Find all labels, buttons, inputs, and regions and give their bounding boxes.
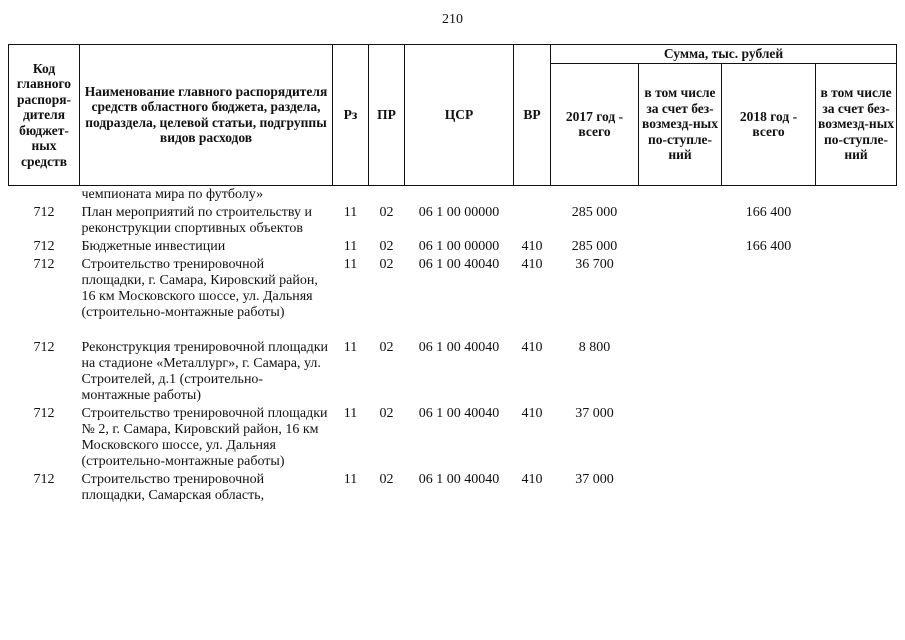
cell-2017-grants xyxy=(639,405,722,471)
cell-csr: 06 1 00 00000 xyxy=(418,204,500,220)
cell-rz: 11 xyxy=(343,405,358,421)
cell-vr xyxy=(514,185,551,204)
cell-rz: 11 xyxy=(343,256,358,272)
table-row xyxy=(9,185,897,204)
cell-rz: 11 xyxy=(343,339,358,355)
cell-name: Строительство тренировочной площадки, г. Самара, Кировский район, 16 км Московского шоссе, ул. Дальняя (строительно-монтажные работы) xyxy=(81,256,318,320)
cell-code: 712 xyxy=(33,471,55,487)
cell-2017-total: 36 700 xyxy=(575,256,614,272)
cell-rz: 11 xyxy=(343,471,358,487)
cell-2017-grants xyxy=(639,238,722,256)
cell-code: 712 xyxy=(33,339,55,355)
header-2018-grants: в том числе за счет без-возмезд-ных по-ступле-ний xyxy=(816,63,897,185)
header-vr: ВР xyxy=(514,45,551,186)
cell-2018-grants xyxy=(816,322,897,405)
cell-vr xyxy=(514,204,551,238)
table-row xyxy=(9,471,897,505)
cell-2017-total xyxy=(551,185,639,204)
cell-2017-grants xyxy=(639,204,722,238)
cell-2018-total: 166 400 xyxy=(745,204,792,220)
cell-2018-grants xyxy=(816,256,897,322)
header-pr: ПР xyxy=(369,45,405,186)
cell-name: Строительство тренировочной площадки № 2, г. Самара, Кировский район, 16 км Московского шоссе, ул. Дальняя (строительно-монтажные работы) xyxy=(81,405,328,469)
header-rz: Рз xyxy=(333,45,369,186)
cell-2018-total: 166 400 xyxy=(745,238,792,254)
cell-csr: 06 1 00 40040 xyxy=(418,256,500,272)
cell-vr: 410 xyxy=(521,238,543,254)
header-2017-total: 2017 год - всего xyxy=(551,63,639,185)
budget-table xyxy=(8,44,897,505)
cell-vr: 410 xyxy=(521,405,543,421)
cell-csr: 06 1 00 40040 xyxy=(418,339,500,355)
table-row xyxy=(9,204,897,238)
cell-name: чемпионата мира по футболу» xyxy=(81,186,264,202)
cell-2018-grants xyxy=(816,471,897,505)
header-code: Код главного распоря-дителя бюджет-ных средств xyxy=(9,45,80,186)
cell-name: Реконструкция тренировочной площадки на стадионе «Металлург», г. Самара, ул. Строителей, д.1 (строительно-монтажные работы) xyxy=(81,339,328,403)
cell-2017-total: 285 000 xyxy=(571,204,618,220)
cell-2018-grants xyxy=(816,185,897,204)
cell-2017-total: 8 800 xyxy=(578,339,611,355)
cell-rz: 11 xyxy=(343,238,358,254)
table-row xyxy=(9,238,897,256)
cell-name: План мероприятий по строительству и реконструкции спортивных объектов xyxy=(81,204,313,236)
cell-vr: 410 xyxy=(521,339,543,355)
table-row xyxy=(9,256,897,322)
cell-2018-total xyxy=(722,185,816,204)
cell-csr: 06 1 00 40040 xyxy=(418,471,500,487)
cell-2018-grants xyxy=(816,238,897,256)
cell-csr: 06 1 00 40040 xyxy=(418,405,500,421)
cell-2018-grants xyxy=(816,204,897,238)
cell-pr: 02 xyxy=(379,339,394,355)
cell-pr: 02 xyxy=(379,238,394,254)
header-2017-grants: в том числе за счет без-возмезд-ных по-ступле-ний xyxy=(639,63,722,185)
cell-csr: 06 1 00 00000 xyxy=(418,238,500,254)
cell-2017-grants xyxy=(639,471,722,505)
cell-pr: 02 xyxy=(379,471,394,487)
cell-code xyxy=(9,185,80,204)
header-csr: ЦСР xyxy=(405,45,514,186)
cell-code: 712 xyxy=(33,238,55,254)
table-row xyxy=(9,322,897,405)
header-2018-total: 2018 год - всего xyxy=(722,63,816,185)
header-sum: Сумма, тыс. рублей xyxy=(551,45,897,64)
cell-rz: 11 xyxy=(343,204,358,220)
cell-2017-grants xyxy=(639,185,722,204)
cell-2018-total xyxy=(722,256,816,322)
cell-pr: 02 xyxy=(379,405,394,421)
cell-2017-total: 37 000 xyxy=(575,471,614,487)
cell-code: 712 xyxy=(33,256,55,272)
cell-vr: 410 xyxy=(521,471,543,487)
table-row xyxy=(9,405,897,471)
cell-rz xyxy=(333,185,369,204)
header-name: Наименование главного распорядителя средств областного бюджета, раздела, подраздела, целевой статьи, подгруппы видов расходов xyxy=(80,45,333,186)
cell-2017-total: 37 000 xyxy=(575,405,614,421)
cell-pr xyxy=(369,185,405,204)
cell-2018-total xyxy=(722,405,816,471)
cell-2017-grants xyxy=(639,256,722,322)
cell-vr: 410 xyxy=(521,256,543,272)
cell-csr xyxy=(405,185,514,204)
cell-2018-grants xyxy=(816,405,897,471)
cell-2017-grants xyxy=(639,322,722,405)
cell-code: 712 xyxy=(33,204,55,220)
cell-code: 712 xyxy=(33,405,55,421)
cell-2017-total: 285 000 xyxy=(571,238,618,254)
page-number: 210 xyxy=(442,12,463,27)
cell-pr: 02 xyxy=(379,256,394,272)
cell-name: Строительство тренировочной площадки, Самарская область, xyxy=(81,471,265,503)
cell-2018-total xyxy=(722,322,816,405)
table-body xyxy=(9,185,897,505)
cell-name: Бюджетные инвестиции xyxy=(81,238,226,254)
cell-pr: 02 xyxy=(379,204,394,220)
table-header xyxy=(9,45,897,186)
cell-2018-total xyxy=(722,471,816,505)
